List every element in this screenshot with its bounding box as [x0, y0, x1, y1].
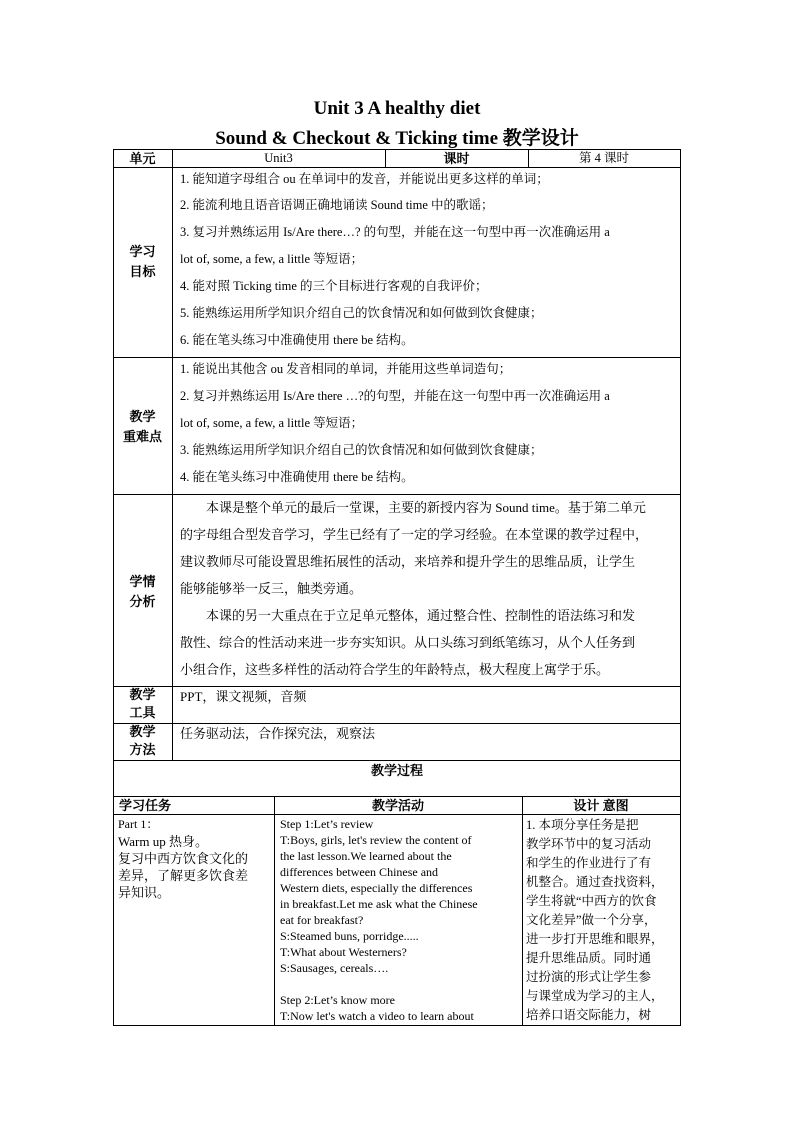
period-label: 课时 [443, 151, 470, 166]
intent-header: 设计 意图 [573, 798, 629, 813]
activity-line: eat for breakfast? [280, 913, 364, 927]
unit-label: 单元 [129, 151, 156, 166]
analysis-label-bottom: 分析 [129, 594, 156, 609]
activity-line: Step 2:Let’s know more [280, 993, 395, 1007]
table-border [113, 723, 681, 724]
task-line: Part 1： [118, 817, 159, 831]
intent-line: 进一步打开思维和眼界， [526, 932, 664, 946]
table-border [113, 686, 681, 687]
table-border [113, 814, 681, 815]
analysis-line: 本课是整个单元的最后一堂课，主要的新授内容为 Sound time。基于第二单元 [206, 500, 646, 515]
unit-value: Unit3 [264, 151, 293, 165]
intent-line: 培养口语交际能力，树 [526, 1008, 652, 1022]
key-point-item: lot of, some, a few, a little 等短语； [180, 416, 364, 430]
document-title: Unit 3 A healthy diet [313, 98, 481, 119]
intent-line: 机整合。通过查找资料， [526, 875, 664, 889]
activity-line: S:Steamed buns, porridge..... [280, 929, 419, 943]
methods-value: 任务驱动法，合作探究法，观察法 [180, 726, 376, 741]
key-points-label-bottom: 重难点 [122, 429, 162, 444]
activity-line: T:What about Westerners? [280, 945, 407, 959]
table-border [113, 357, 681, 358]
activity-header: 教学活动 [371, 798, 424, 813]
intent-line: 学生将就“中西方的饮食 [526, 894, 657, 908]
intent-line: 过扮演的形式让学生参 [526, 970, 652, 984]
task-line: Warm up 热身。 [118, 834, 208, 849]
task-line: 差异，了解更多饮食差 [118, 868, 249, 883]
tools-value: PPT，课文视频，音频 [180, 689, 307, 704]
key-point-item: 1. 能说出其他含 ou 发音相同的单词，并能用这些单词造句； [180, 362, 512, 376]
goals-label-top: 学习 [129, 244, 156, 259]
table-border [522, 796, 523, 1026]
analysis-line: 的字母组合型发音学习，学生已经有了一定的学习经验。在本堂课的教学过程中， [180, 527, 649, 542]
table-border [274, 796, 275, 1026]
intent-line: 与课堂成为学习的主人， [526, 989, 664, 1003]
activity-line: Western diets, especially the differences [280, 881, 473, 895]
activity-line: T:Now let's watch a video to learn about [280, 1009, 474, 1023]
key-point-item: 2. 复习并熟练运用 Is/Are there …?的句型，并能在这一句型中再一次准确运用 a [180, 389, 610, 403]
intent-cell [526, 816, 678, 1025]
goal-item: 3. 复习并熟练运用 Is/Are there…? 的句型，并能在这一句型中再一次准确运用 a [180, 225, 610, 239]
table-border [172, 149, 173, 760]
intent-line: 和学生的作业进行了有 [526, 856, 652, 870]
task-cell [118, 816, 270, 901]
analysis-line: 散性、综合的性活动来进一步夯实知识。从口头练习到纸笔练习，从个人任务到 [180, 635, 636, 650]
goal-item: lot of, some, a few, a little 等短语； [180, 252, 364, 266]
document-subtitle: Sound & Checkout & Ticking time 教学设计 [215, 128, 579, 149]
analysis-line: 建议教师尽可能设置思维拓展性的活动，来培养和提升学生的思维品质，让学生 [180, 554, 636, 569]
methods-label-bottom: 方法 [129, 742, 156, 757]
goal-item: 4. 能对照 Ticking time 的三个目标进行客观的自我评价； [180, 279, 488, 293]
task-line: 异知识。 [118, 885, 171, 900]
analysis-label-top: 学情 [129, 574, 156, 589]
activity-line: the last lesson.We learned about the [280, 849, 452, 863]
activity-line: Step 1:Let’s review [280, 817, 374, 831]
goal-item: 2. 能流利地且语音语调正确地诵读 Sound time 中的歌谣； [180, 198, 494, 212]
goal-item: 1. 能知道字母组合 ou 在单词中的发音，并能说出更多这样的单词； [180, 172, 549, 186]
activity-line: S:Sausages, cereals…. [280, 961, 389, 975]
goals-label-bottom: 目标 [129, 264, 156, 279]
methods-label [113, 723, 172, 759]
activity-line: differences between Chinese and [280, 865, 439, 879]
tools-label [113, 686, 172, 722]
intent-line: 1. 本项分享任务是把 [526, 818, 639, 832]
activity-cell [280, 816, 520, 1024]
analysis-line: 小组合作，这些多样性的活动符合学生的年龄特点，极大程度上寓学于乐。 [180, 662, 610, 677]
task-line: 复习中西方饮食文化的 [118, 851, 249, 866]
activity-line [280, 976, 520, 992]
key-point-item: 3. 能熟练运用所学知识介绍自己的饮食情况和如何做到饮食健康； [180, 443, 543, 457]
intent-line: 教学环节中的复习活动 [526, 837, 652, 851]
intent-line: 提升思维品质。同时通 [526, 951, 652, 965]
activity-line: in breakfast.Let me ask what the Chinese [280, 897, 478, 911]
process-title: 教学过程 [370, 763, 423, 778]
table-border [113, 167, 681, 168]
methods-label-top: 教学 [129, 724, 156, 739]
goal-item: 5. 能熟练运用所学知识介绍自己的饮食情况和如何做到饮食健康； [180, 306, 543, 320]
table-border [680, 149, 681, 1026]
goals-label [113, 242, 172, 282]
table-border [113, 1025, 681, 1026]
goal-item: 6. 能在笔头练习中准确使用 there be 结构。 [180, 333, 414, 347]
table-border [113, 760, 681, 761]
key-point-item: 4. 能在笔头练习中准确使用 there be 结构。 [180, 470, 414, 484]
key-points-label [113, 407, 172, 447]
analysis-line: 本课的另一大重点在于立足单元整体，通过整合性、控制性的语法练习和发 [206, 608, 636, 623]
tools-label-top: 教学 [129, 687, 156, 702]
analysis-label [113, 572, 172, 612]
analysis-line: 能够能够举一反三，触类旁通。 [180, 581, 363, 596]
activity-line: T:Boys, girls, let's review the content of [280, 833, 472, 847]
task-header: 学习任务 [119, 798, 172, 813]
tools-label-bottom: 工具 [129, 705, 156, 720]
period-value: 第 4 课时 [578, 151, 629, 165]
key-points-label-top: 教学 [129, 409, 156, 424]
intent-line: 文化差异”做一个分享， [526, 913, 657, 927]
